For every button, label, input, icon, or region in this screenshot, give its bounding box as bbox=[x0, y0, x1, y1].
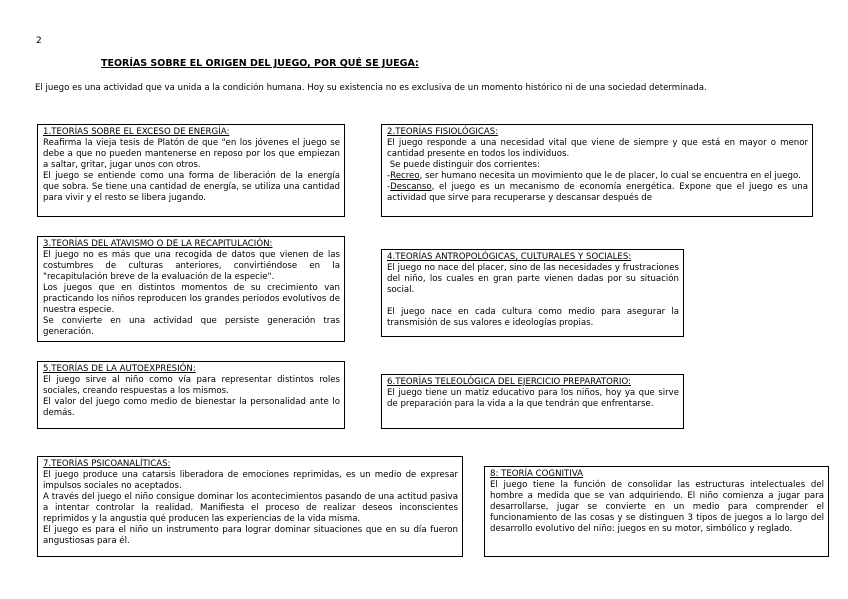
box-title: 2.TEORÍAS FISIOLÓGICAS: bbox=[387, 127, 499, 137]
box-cognitiva bbox=[484, 466, 829, 557]
box-paragraph: A través del juego el niño consigue dominar los acontecimientos pasando de una actitud pasiva a intentar controlar la realidad. Manifiesta el proceso de realizar deseos inconscientes reprimidos y la angustia qué producen las experiencias de la vida misma. bbox=[43, 492, 458, 524]
box-title: 3.TEORÍAS DEL ATAVISMO O DE LA RECAPITULACIÓN: bbox=[43, 239, 273, 249]
box-paragraph: El juego no es más que una recogida de datos que vienen de las costumbres de culturas anteriores, convirtiéndose en la "recapitulación breve de la evaluación de la especie". bbox=[43, 250, 340, 282]
intro-paragraph: El juego es una actividad que va unida a la condición humana. Hoy su existencia no es exclusiva de un momento histórico ni de una sociedad determinada. bbox=[35, 83, 707, 93]
box-paragraph: El juego produce una catarsis liberadora de emociones reprimidas, es un medio de expresar impulsos sociales no aceptados. bbox=[43, 470, 458, 491]
box-title: 4.TEORÍAS ANTROPOLÓGICAS, CULTURALES Y SOCIALES: bbox=[387, 252, 632, 262]
box-paragraph: El juego no nace del placer, sino de las necesidades y frustraciones del niño, los cuales en gran parte vienen dadas por su situación social. bbox=[387, 263, 679, 295]
box-paragraph: Se convierte en una actividad que persiste generación tras generación. bbox=[43, 316, 340, 337]
box-paragraph: Los juegos que en distintos momentos de su crecimiento van practicando los niños reproducen los grandes periodos evolutivos de nuestra especie. bbox=[43, 283, 340, 315]
box-autoexpresion bbox=[37, 361, 345, 429]
box-fisiologicas bbox=[381, 124, 813, 217]
page-title: TEORÍAS SOBRE EL ORIGEN DEL JUEGO, POR QUÉ SE JUEGA: bbox=[101, 58, 419, 69]
term-recreo-text: , ser humano necesita un movimiento que le de placer, lo cual se encuentra en el juego. bbox=[419, 171, 801, 181]
box-paragraph: El juego nace en cada cultura como medio para asegurar la transmisión de sus valores e ideologías propias. bbox=[387, 307, 679, 328]
box-paragraph: El juego sirve al niño como vía para representar distintos roles sociales, creando respuestas a los mismos. bbox=[43, 375, 340, 396]
box-paragraph: El juego tiene la función de consolidar las estructuras intelectuales del hombre a medida que se van adquiriendo. El niño comienza a jugar para desarrollarse, jugar se convierte en un medio para comprender el funcionamiento de las cosas y se distinguen 3 tipos de juegos a lo largo del desarrollo evolutivo del niño: juegos en su motor, simbólico y reglado. bbox=[490, 480, 824, 534]
term-recreo: Recreo bbox=[390, 171, 420, 181]
box-paragraph-recreo: -Recreo, ser humano necesita un movimiento que le de placer, lo cual se encuentra en el juego. bbox=[387, 171, 801, 181]
box-paragraph: El juego tiene un matiz educativo para los niños, hoy ya que sirve de preparación para la vida a la que tendrán que enfrentarse. bbox=[387, 388, 679, 409]
box-paragraph: El juego es para el niño un instrumento para lograr dominar situaciones que en su día fueron angustiosas para él. bbox=[43, 525, 458, 546]
box-title: 5.TEORÍAS DE LA AUTOEXPRESIÓN: bbox=[43, 364, 196, 374]
box-paragraph-descanso: -Descanso, el juego es un mecanismo de economía energética. Expone que el juego es una actividad que sirve para recuperarse y descansar después de bbox=[387, 182, 808, 203]
box-exceso-energia bbox=[37, 124, 345, 217]
box-paragraph: Reafirma la vieja tesis de Platón de que "en los jóvenes el juego se debe a que no pueden mantenerse en reposo por los que empiezan a saltar, gritar, jugar unos con otros. bbox=[43, 138, 340, 170]
term-descanso: Descanso bbox=[390, 182, 432, 192]
box-teleologica bbox=[381, 374, 684, 429]
box-atavismo bbox=[37, 236, 345, 342]
term-descanso-text: , el juego es un mecanismo de economía energética. Expone que el juego es una actividad que sirve para recuperarse y descansar después de bbox=[387, 182, 808, 203]
box-paragraph: El valor del juego como medio de bienestar la personalidad ante lo demás. bbox=[43, 397, 340, 418]
box-paragraph: Se puede distinguir dos corrientes: bbox=[387, 160, 540, 170]
box-paragraph: El juego responde a una necesidad vital que viene de siempre y que está en mayor o menor cantidad presente en todos los individuos. bbox=[387, 138, 808, 159]
box-psicoanaliticas bbox=[37, 456, 463, 557]
box-title: 7.TEORÍAS PSICOANALÍTICAS: bbox=[43, 459, 171, 469]
box-title: 6.TEORÍAS TELEOLÓGICA DEL EJERCICIO PREPARATORIO: bbox=[387, 377, 631, 387]
box-paragraph: El juego se entiende como una forma de liberación de la energía que sobra. Se tiene una cantidad de energía, se utiliza una cantidad para vivir y el resto se libera jugando. bbox=[43, 171, 340, 203]
box-title: 8: TEORÍA COGNITIVA bbox=[490, 469, 584, 479]
page-number: 2 bbox=[36, 36, 42, 46]
box-title: 1.TEORÍAS SOBRE EL EXCESO DE ENERGÍA: bbox=[43, 127, 230, 137]
box-antropologicas bbox=[381, 249, 684, 337]
